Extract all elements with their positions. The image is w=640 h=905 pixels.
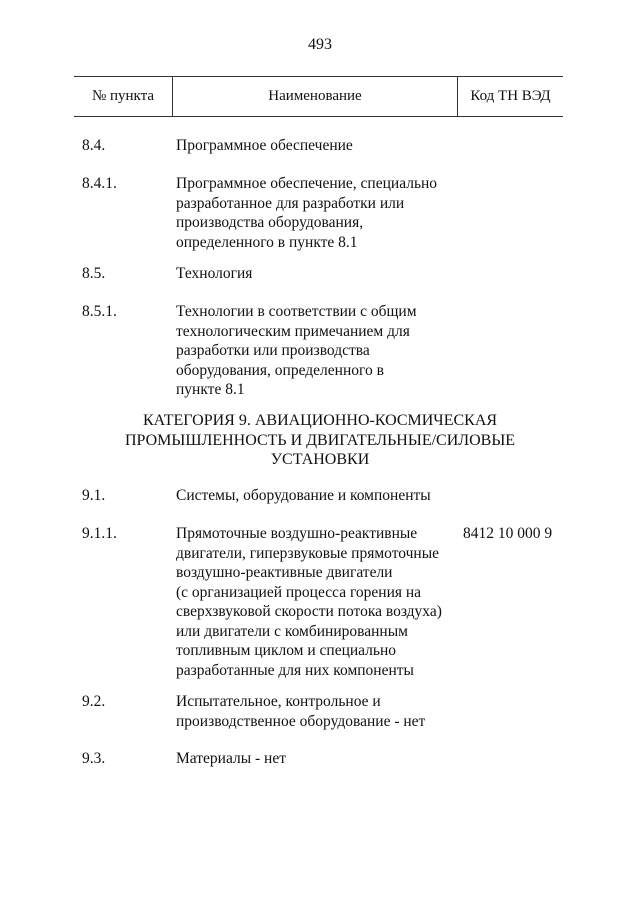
category-heading: [0, 411, 640, 470]
item-number: 9.2.: [82, 693, 106, 710]
item-name-line: сверхзвуковой скорости потока воздуха): [176, 603, 442, 620]
item-name-line: технологическим примечанием для: [176, 322, 410, 340]
item-number: 8.4.1.: [82, 175, 117, 192]
item-name-line: или двигатели с комбинированным: [176, 622, 408, 640]
header-tnved-code: Код ТН ВЭД: [470, 88, 551, 104]
item-tnved-code: 8412 10 000 9: [463, 525, 553, 542]
item-name: [176, 136, 466, 156]
item-number: 9.1.1.: [82, 525, 117, 542]
item-name-line: топливным циклом и специально: [176, 642, 397, 659]
item-name-line: разработанное для разработки или: [176, 194, 405, 212]
item-name-line: Прямоточные воздушно-реактивные: [176, 525, 418, 542]
item-name-line: Программное обеспечение, специально: [176, 175, 438, 192]
item-number: 8.5.: [82, 265, 106, 282]
item-name-line: разработанные для них компоненты: [176, 661, 414, 679]
category-heading-line: КАТЕГОРИЯ 9. АВИАЦИОННО-КОСМИЧЕСКАЯ: [142, 412, 498, 429]
category-heading-line: УСТАНОВКИ: [270, 451, 370, 468]
item-name: [176, 302, 466, 400]
table-header: [74, 76, 563, 117]
item-number: 9.3.: [82, 750, 106, 767]
item-number: 9.1.: [82, 487, 106, 504]
item-name: [176, 524, 466, 680]
item-name-line: пункте 8.1: [176, 381, 245, 398]
item-name-line: определенного в пункте 8.1: [176, 233, 358, 251]
item-name-line: Испытательное, контрольное и: [176, 693, 381, 710]
item-name-line: производственное оборудование - нет: [176, 712, 426, 730]
item-name-line: Материалы - нет: [176, 750, 286, 767]
item-name: [176, 264, 466, 284]
header-item-name: Наименование: [268, 88, 362, 104]
item-name: [176, 692, 466, 731]
item-name-line: Технологии в соответствии с общим: [176, 303, 417, 320]
item-name: [176, 749, 466, 769]
item-name-line: (с организацией процесса горения на: [176, 583, 422, 601]
item-number: 8.5.1.: [82, 303, 117, 320]
category-heading-line: ПРОМЫШЛЕННОСТЬ И ДВИГАТЕЛЬНЫЕ/СИЛОВЫЕ: [124, 431, 516, 449]
item-name-line: Программное обеспечение: [176, 137, 353, 154]
item-name-line: Технология: [176, 265, 253, 282]
item-name-line: воздушно-реактивные двигатели: [176, 564, 393, 581]
item-name-line: Системы, оборудование и компоненты: [176, 487, 431, 504]
header-item-number: № пункта: [91, 88, 155, 104]
item-number: 8.4.: [82, 137, 106, 154]
item-name: [176, 486, 466, 506]
item-name: [176, 174, 466, 252]
page-number: 493: [308, 36, 332, 53]
item-name-line: разработки или производства: [176, 342, 370, 359]
item-name-line: оборудования, определенного в: [176, 361, 384, 379]
item-name-line: производства оборудования,: [176, 214, 364, 231]
item-name-line: двигатели, гиперзвуковые прямоточные: [176, 544, 440, 562]
